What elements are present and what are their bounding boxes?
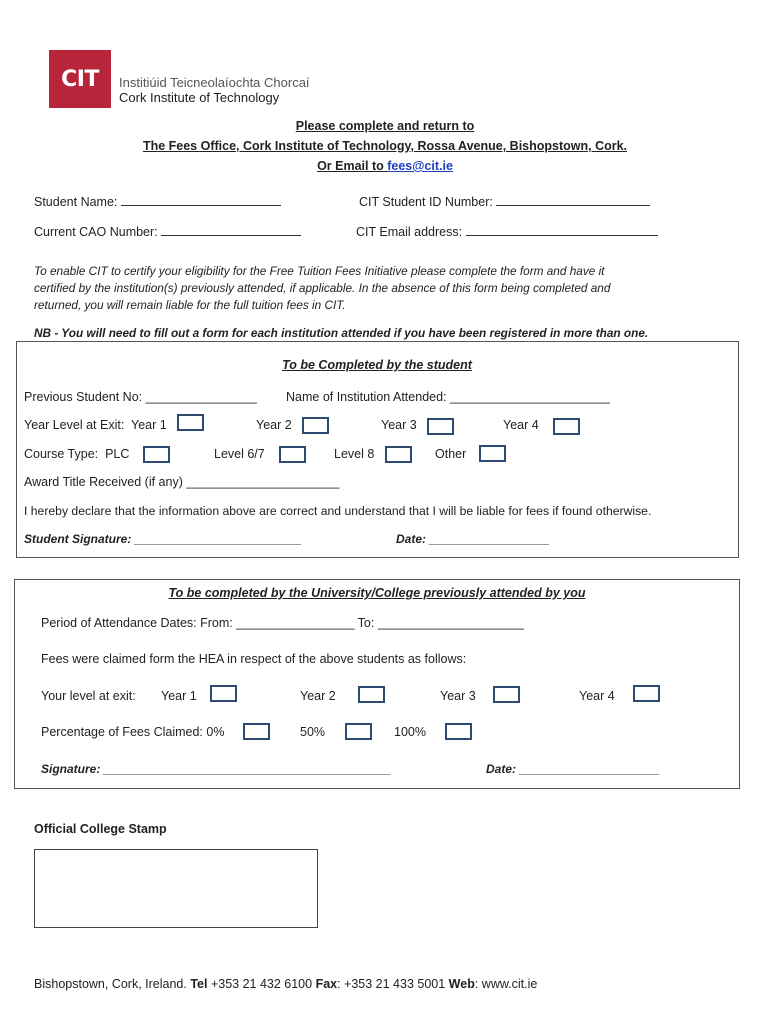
student-year-3-checkbox[interactable] <box>427 418 454 435</box>
student-name-field[interactable] <box>34 194 281 209</box>
cit-email-field[interactable] <box>356 224 658 239</box>
plc-label: PLC <box>105 447 130 461</box>
fees-50-label: 50% <box>300 725 326 739</box>
college-year-4-checkbox[interactable] <box>633 685 660 702</box>
college-signature: Signature: ___________________________________________ <box>41 762 391 776</box>
cit-email-label: CIT Email address: <box>356 225 463 239</box>
student-id-label: CIT Student ID Number: <box>359 195 493 209</box>
college-year-3-label: Year 3 <box>440 689 476 703</box>
college-year-1-label: Year 1 <box>161 689 197 703</box>
footer-web-label: Web <box>448 977 475 991</box>
student-year-2-checkbox[interactable] <box>302 417 329 434</box>
footer-address: Bishopstown, Cork, Ireland. <box>34 977 191 991</box>
intro-line-1: To enable CIT to certify your eligibility for the Free Tuition Fees Initiative please complete the form and have it <box>34 264 605 278</box>
intro-line-3: returned, you will remain liable for the full tuition fees in CIT. <box>34 298 346 312</box>
header-line-1: Please complete and return to <box>295 119 475 133</box>
declaration: I hereby declare that the information above are correct and understand that I will be liable for fees if found otherwise. <box>24 504 652 518</box>
nb-note: NB - You will need to fill out a form for each institution attended if you have been registered in more than one. <box>34 326 649 340</box>
college-year-2-checkbox[interactable] <box>358 686 385 703</box>
footer-tel: +353 21 432 6100 <box>207 977 316 991</box>
official-stamp-label: Official College Stamp <box>34 822 167 836</box>
fees-100-percent-checkbox[interactable] <box>445 723 472 740</box>
college-year-1-checkbox[interactable] <box>210 685 237 702</box>
level-6-7-checkbox[interactable] <box>279 446 306 463</box>
college-date: Date: _____________________ <box>486 762 660 776</box>
student-year-4-checkbox[interactable] <box>553 418 580 435</box>
course-type-label: Course Type: PLC <box>24 447 130 461</box>
college-section-title: To be completed by the University/College previously attended by you <box>168 586 586 600</box>
logo-irish-name: Institiúid Teicneolaíochta Chorcaí <box>119 75 310 90</box>
intro-line-2: certified by the institution(s) previously attended, if applicable. In the absence of this form being completed and <box>34 281 611 295</box>
official-stamp-box <box>34 849 318 928</box>
student-name-line[interactable] <box>121 194 281 206</box>
student-id-field[interactable] <box>359 194 650 209</box>
student-year-1-checkbox[interactable] <box>177 414 204 431</box>
level-6-7-label: Level 6/7 <box>214 447 265 461</box>
cit-email-line[interactable] <box>466 224 658 236</box>
student-signature: Student Signature: _________________________ <box>24 532 302 546</box>
year-level-label: Year Level at Exit: Year 1 <box>24 418 167 432</box>
percentage-label: Percentage of Fees Claimed: 0% <box>41 725 225 739</box>
other-label: Other <box>435 447 467 461</box>
college-year-3-checkbox[interactable] <box>493 686 520 703</box>
college-year-4-label: Year 4 <box>579 689 615 703</box>
logo-english-name: Cork Institute of Technology <box>119 90 280 105</box>
year-2-label: Year 2 <box>256 418 292 432</box>
footer-web: : www.cit.ie <box>474 977 538 991</box>
footer-fax-label: Fax <box>315 977 338 991</box>
level-at-exit-label: Your level at exit: <box>41 689 136 703</box>
award-title: Award Title Received (if any) ______________________ <box>24 475 340 489</box>
college-section-panel <box>14 579 740 789</box>
fees-50-percent-checkbox[interactable] <box>345 723 372 740</box>
year-4-label: Year 4 <box>503 418 539 432</box>
fees-100-label: 100% <box>394 725 426 739</box>
student-section-title: To be Completed by the student <box>282 358 472 372</box>
cao-number-label: Current CAO Number: <box>34 225 158 239</box>
cao-number-line[interactable] <box>161 224 301 236</box>
cao-number-field[interactable] <box>34 224 301 239</box>
header-email-prefix: Or Email to <box>317 159 388 173</box>
student-date: Date: __________________ <box>396 532 550 546</box>
footer-contact <box>34 977 537 991</box>
year-3-label: Year 3 <box>381 418 417 432</box>
level-8-checkbox[interactable] <box>385 446 412 463</box>
attendance-period: Period of Attendance Dates: From: _________________ To: _____________________ <box>41 616 524 630</box>
student-name-label: Student Name: <box>34 195 118 209</box>
level-8-label: Level 8 <box>334 447 375 461</box>
footer-fax: : +353 21 433 5001 <box>337 977 449 991</box>
institution-attended: Name of Institution Attended: _______________________ <box>286 390 610 404</box>
cit-logo-mark: CIT <box>49 50 111 108</box>
header-line-2: The Fees Office, Cork Institute of Technology, Rossa Avenue, Bishopstown, Cork. <box>142 139 628 153</box>
student-id-line[interactable] <box>496 194 650 206</box>
plc-checkbox[interactable] <box>143 446 170 463</box>
footer-tel-label: Tel <box>190 977 208 991</box>
college-year-2-label: Year 2 <box>300 689 336 703</box>
fees-0-percent-checkbox[interactable] <box>243 723 270 740</box>
previous-student-no: Previous Student No: ________________ <box>24 390 257 404</box>
header-line-3 <box>0 159 770 173</box>
fees-claimed-statement: Fees were claimed form the HEA in respect of the above students as follows: <box>41 652 467 666</box>
other-checkbox[interactable] <box>479 445 506 462</box>
fees-email-link[interactable]: fees@cit.ie <box>387 159 453 173</box>
year-1-label: Year 1 <box>131 418 167 432</box>
